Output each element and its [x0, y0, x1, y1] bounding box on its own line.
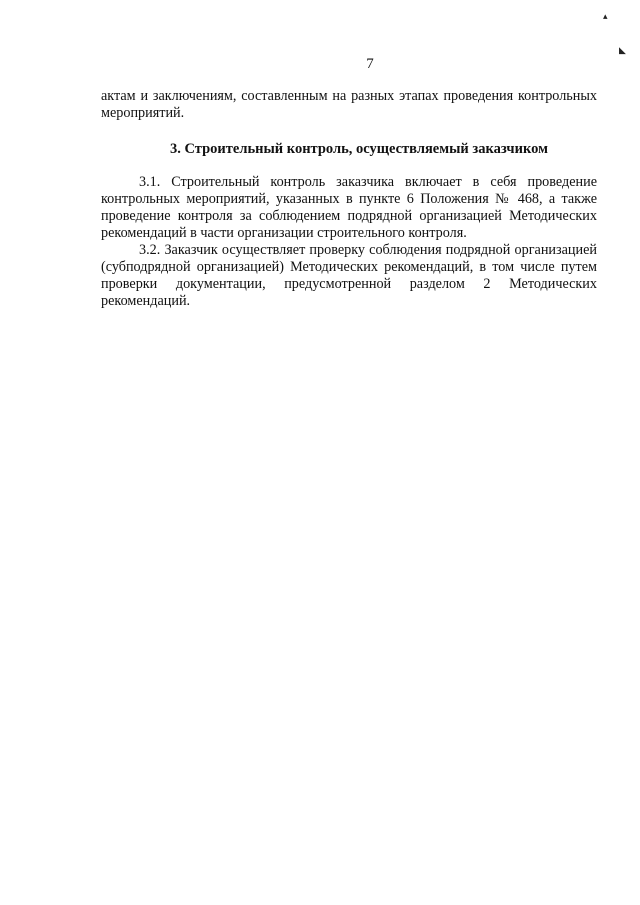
document-body — [101, 88, 597, 310]
paragraph-3-1: 3.1. Строительный контроль заказчика включает в себя проведение контрольных мероприятий, указанных в пункте 6 Положения № 468, а также проведение контроля за соблюдением подрядной организацией Методических рекомендаций в части организации строительного контроля. — [101, 174, 597, 241]
scan-artifact-mark: ◣ — [619, 45, 626, 55]
paragraph-3-2: 3.2. Заказчик осуществляет проверку соблюдения подрядной организацией (субподрядной организацией) Методических рекомендаций, в том числе путем проверки документации, предусмотренной разделом 2 Методических рекомендаций. — [101, 242, 597, 309]
section-heading: 3. Строительный контроль, осуществляемый заказчиком — [170, 141, 548, 157]
page-number: 7 — [366, 56, 374, 72]
continued-paragraph: актам и заключениям, составленным на разных этапах проведения контрольных мероприятий. — [101, 88, 597, 121]
scan-artifact-mark: ▴ — [603, 11, 608, 21]
